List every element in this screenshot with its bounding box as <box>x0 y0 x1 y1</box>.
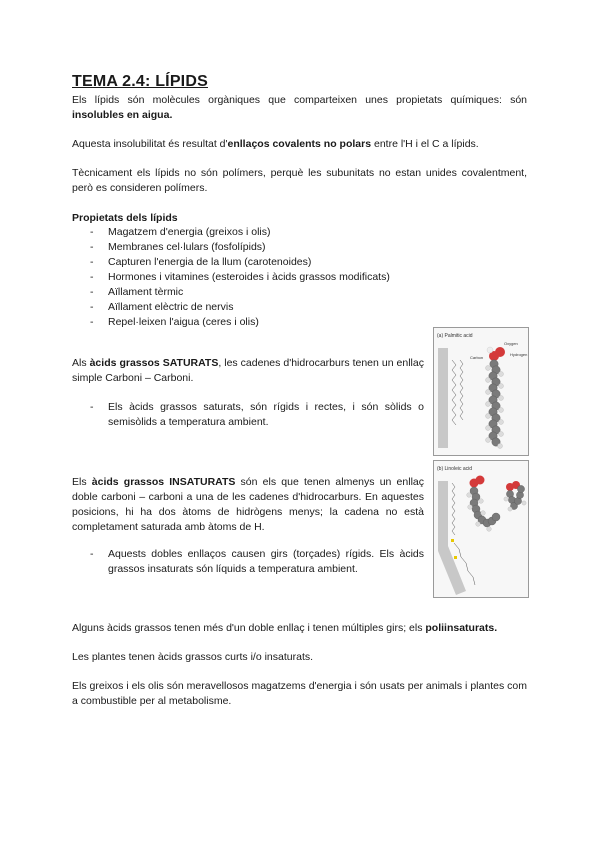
polyunsaturated-bold: poliinsaturats. <box>425 622 498 634</box>
palmitic-acid-figure <box>433 327 529 456</box>
structural-formula <box>452 360 463 425</box>
double-bond-marker <box>454 556 457 559</box>
unsaturated-bullet-text: Aquests dobles enllaços causen girs (torçades) rígids. Els àcids grassos insaturats són líquids a temperatura ambient. <box>108 548 424 575</box>
structural-formula-strip <box>438 481 466 595</box>
insolubility-text-after: entre l'H i el C a lípids. <box>371 138 479 150</box>
space-filling-model <box>486 347 506 449</box>
oxygen-atom <box>495 347 505 357</box>
properties-list <box>88 225 390 330</box>
list-item: - Membranes cel·lulars (fosfolípids) <box>88 240 390 255</box>
plants-paragraph: Les plantes tenen àcids grassos curts i/o insaturats. <box>72 651 314 663</box>
polymers-paragraph: Tècnicament els lípids no són polímers, perquè les subunitats no estan unides covalentment, però es consideren polímers. <box>72 167 527 194</box>
linoleic-figure-label: (b) Linoleic acid <box>437 466 473 472</box>
energy-paragraph: Els greixos i els olis són meravellosos magatzems d'energia i són usats per animals i plantes com a combustible per al metabolisme. <box>72 680 527 707</box>
hydrogen-label: Hydrogen <box>510 352 528 357</box>
intro-text: Els lípids són molècules orgàniques que comparteixen unes propietats químiques: són <box>72 94 527 106</box>
saturated-text-before: Als <box>72 357 90 369</box>
list-item: - Magatzem d'energia (greixos i olis) <box>88 225 390 240</box>
insolubility-bold: enllaços covalents no polars <box>227 138 372 150</box>
insolubility-text-before: Aquesta insolubilitat és resultat d' <box>72 138 228 150</box>
list-item: - Aïllament tèrmic <box>88 285 390 300</box>
double-bond-marker <box>451 539 454 542</box>
saturated-text-after: , les cadenes d'hidrocarburs tenen un enllaç simple Carboni – Carboni. <box>72 357 424 384</box>
polyunsaturated-text-before: Alguns àcids grassos tenen més d'un doble enllaç i tenen múltiples girs; els <box>72 622 426 634</box>
saturated-paragraph <box>72 356 424 386</box>
unsaturated-bullet <box>88 547 424 577</box>
saturated-bullet <box>88 400 424 430</box>
list-item: - Capturen l'energia de la llum (carotenoides) <box>88 255 390 270</box>
linoleic-acid-illustration <box>434 461 528 597</box>
unsaturated-text-after: són els que tenen almenys un enllaç doble carboni – carboni a una de les cadenes d'hidrocarburs. En aquestes posicions, hi ha dos àtoms de hidrògens menys; la cadena no està completament saturada amb àtoms de H. <box>72 476 424 533</box>
unsaturated-bold: àcids grassos INSATURATS <box>91 476 236 488</box>
saturated-bold: àcids grassos SATURATS <box>89 357 219 369</box>
bullet-dash: - <box>90 548 94 560</box>
list-item: - Hormones i vitamines (esteroides i àcids grassos modificats) <box>88 270 390 285</box>
linoleic-acid-figure <box>433 460 529 598</box>
insolubility-paragraph <box>72 137 527 152</box>
structural-formula-strip <box>438 348 448 448</box>
palmitic-figure-label: (a) Palmitic acid <box>437 333 473 339</box>
unsaturated-paragraph <box>72 475 424 535</box>
intro-bold: insolubles en aigua. <box>72 109 173 121</box>
polyunsaturated-paragraph <box>72 621 527 636</box>
hydrogen-atom <box>487 347 493 353</box>
saturated-bullet-text: Els àcids grassos saturats, són rígids i rectes, i són sòlids o semisòlids a temperatura ambient. <box>108 401 424 428</box>
intro-paragraph <box>72 93 527 123</box>
list-item: - Repel·leixen l'aigua (ceres i olis) <box>88 315 390 330</box>
properties-heading: Propietats dels lípids <box>72 212 178 224</box>
space-filling-model <box>467 476 526 532</box>
palmitic-acid-illustration <box>434 328 528 455</box>
oxygen-label: Oxygen <box>504 341 518 346</box>
list-item: - Aïllament elèctric de nervis <box>88 300 390 315</box>
unsaturated-text-before: Els <box>72 476 92 488</box>
page-title: TEMA 2.4: LÍPIDS <box>72 73 208 90</box>
carbon-label: Carbon <box>470 355 484 360</box>
oxygen-atom <box>476 476 485 485</box>
bullet-dash: - <box>90 401 94 413</box>
